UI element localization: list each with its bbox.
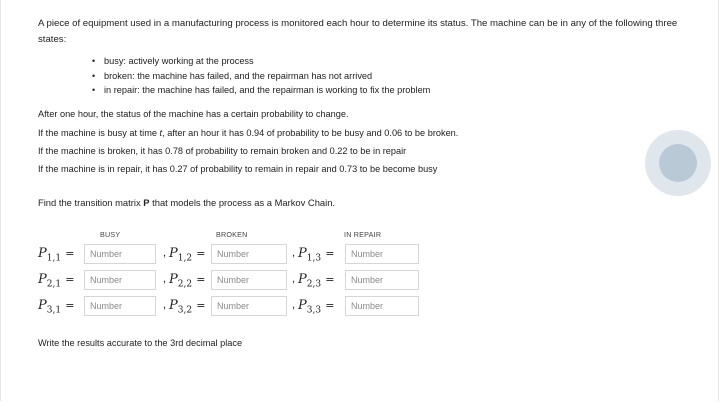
p23-input[interactable] bbox=[345, 270, 419, 290]
separator-comma: , bbox=[163, 273, 167, 285]
p13-input[interactable] bbox=[345, 244, 419, 264]
p13-label: $P_{1,3}$ = bbox=[298, 246, 335, 264]
p21-input[interactable] bbox=[84, 270, 156, 290]
separator-comma: , bbox=[292, 273, 296, 285]
p11-label: $P_{1,1}$ = bbox=[38, 246, 75, 264]
find-text-end: that models the process as a Markov Chain. bbox=[149, 197, 336, 208]
time-variable: t bbox=[159, 128, 163, 138]
separator-comma: , bbox=[292, 247, 296, 259]
floating-action-button[interactable] bbox=[645, 130, 711, 196]
separator-comma: , bbox=[292, 299, 296, 311]
find-instruction bbox=[38, 197, 335, 208]
p31-input[interactable] bbox=[84, 296, 156, 316]
repair-rule: If the machine is in repair, it has 0.27 of probability to remain in repair and 0.73 to be become busy bbox=[38, 164, 438, 174]
column-header-broken: BROKEN bbox=[216, 230, 248, 239]
p12-label: $P_{1,2}$ = bbox=[169, 246, 206, 264]
busy-rule bbox=[38, 128, 458, 138]
p33-label: $P_{3,3}$ = bbox=[298, 298, 335, 316]
separator-comma: , bbox=[163, 247, 167, 259]
column-header-busy: BUSY bbox=[100, 230, 121, 239]
matrix-symbol: P bbox=[143, 197, 150, 208]
busy-rule-text-end: , after an hour it has 0.94 of probability to be busy and 0.06 to be broken. bbox=[162, 128, 459, 138]
busy-rule-text: If the machine is busy at time bbox=[38, 128, 160, 138]
problem-intro: A piece of equipment used in a manufacturing process is monitored each hour to determine its status. The machine can be in any of the following three states: bbox=[38, 18, 678, 45]
p32-label: $P_{3,2}$ = bbox=[169, 298, 206, 316]
p22-label: $P_{2,2}$ = bbox=[169, 272, 206, 290]
p31-label: $P_{3,1}$ = bbox=[38, 298, 75, 316]
list-item: • broken: the machine has failed, and the repairman has not arrived bbox=[92, 69, 430, 84]
states-list bbox=[92, 54, 430, 98]
broken-rule: If the machine is broken, it has 0.78 of probability to remain broken and 0.22 to be in repair bbox=[38, 146, 407, 156]
circle-icon bbox=[659, 144, 697, 182]
p32-input[interactable] bbox=[211, 296, 287, 316]
find-text: Find the transition matrix bbox=[38, 197, 144, 208]
separator-comma: , bbox=[163, 299, 167, 311]
p11-input[interactable] bbox=[84, 244, 156, 264]
p22-input[interactable] bbox=[211, 270, 287, 290]
list-item: • busy: actively working at the process bbox=[92, 54, 430, 69]
p23-label: $P_{2,3}$ = bbox=[298, 272, 335, 290]
p21-label: $P_{2,1}$ = bbox=[38, 272, 75, 290]
p33-input[interactable] bbox=[345, 296, 419, 316]
change-intro: After one hour, the status of the machine has a certain probability to change. bbox=[38, 109, 349, 119]
list-item: • in repair: the machine has failed, and the repairman is working to fix the problem bbox=[92, 83, 430, 98]
p12-input[interactable] bbox=[211, 244, 287, 264]
column-header-in-repair: IN REPAIR bbox=[344, 230, 382, 239]
accuracy-note: Write the results accurate to the 3rd decimal place bbox=[38, 338, 243, 348]
